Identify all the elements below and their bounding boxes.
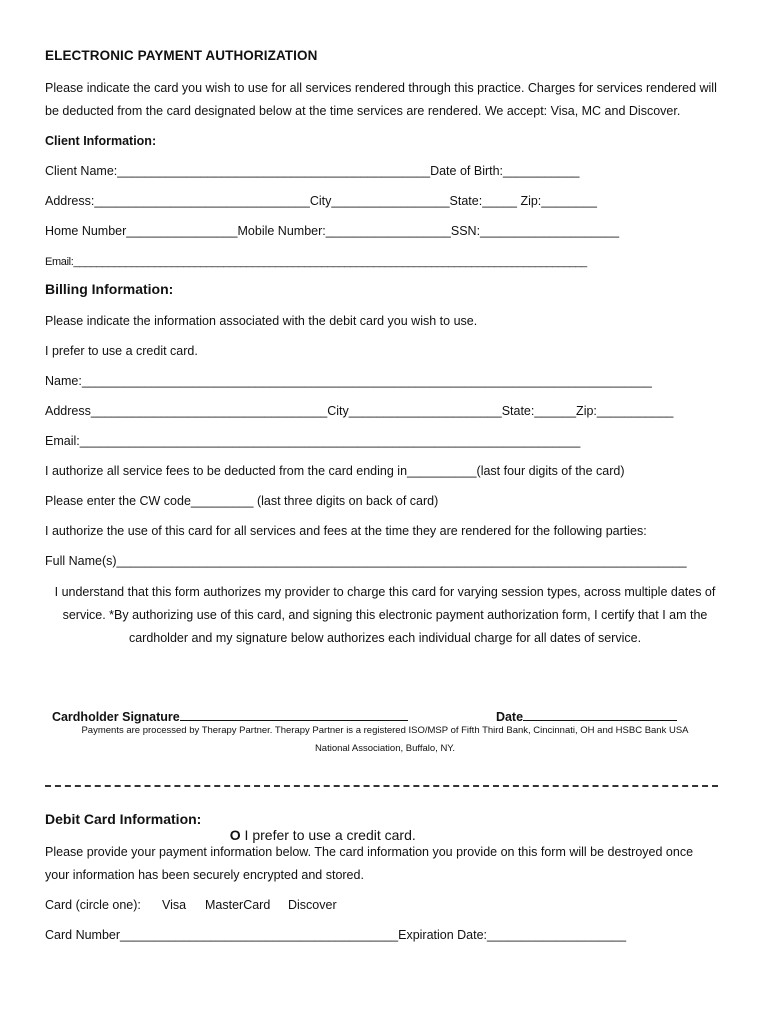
signature-date-row (489, 692, 677, 725)
option-circle-marker: O (229, 827, 241, 843)
client-phone-field[interactable]: Home Number________________Mobile Number:__________________SSN:____________________ (45, 224, 620, 238)
processor-note-line-2: National Association, Buffalo, NY. (314, 743, 456, 754)
client-address-field[interactable]: Address:_______________________________City_________________State:_____ Zip:________ (45, 194, 597, 208)
cvv-field[interactable]: Please enter the CW code_________ (last three digits on back of card) (45, 494, 439, 508)
billing-instruction: Please indicate the information associated with the debit card you wish to use. (45, 314, 478, 328)
card-type-label: Card (circle one): (45, 898, 141, 912)
cardholder-signature-row (45, 692, 408, 725)
form-title: ELECTRONIC PAYMENT AUTHORIZATION (45, 48, 318, 63)
client-info-heading: Client Information: (45, 134, 157, 148)
understand-line-1: I understand that this form authorizes my provider to charge this card for varying session types, across multiple dates of (54, 585, 716, 599)
cardholder-signature-line[interactable] (180, 708, 408, 721)
debit-card-heading: Debit Card Information: (45, 811, 202, 827)
debit-prefer-credit-text: I prefer to use a credit card. (240, 827, 416, 843)
client-name-field[interactable]: Client Name:_____________________________________________Date of Birth:___________ (45, 164, 580, 178)
billing-email-field[interactable]: Email:________________________________________________________________________ (45, 434, 581, 448)
authorize-parties-text: I authorize the use of this card for all services and fees at the time they are rendered for the following parties: (45, 524, 647, 538)
cardholder-signature-label: Cardholder Signature (51, 710, 180, 724)
card-type-discover[interactable]: Discover (288, 898, 337, 912)
full-names-field[interactable]: Full Name(s)__________________________________________________________________________________ (45, 554, 687, 568)
debit-prefer-credit-option[interactable] (222, 811, 416, 843)
billing-name-field[interactable]: Name:__________________________________________________________________________________ (45, 374, 652, 388)
intro-line-2: be deducted from the card designated below at the time services are rendered. We accept: Visa, MC and Discover. (45, 104, 681, 118)
card-type-visa[interactable]: Visa (162, 898, 187, 912)
debit-instruction-line-2: your information has been securely encrypted and stored. (45, 868, 364, 882)
cut-divider (45, 785, 718, 787)
intro-line-1: Please indicate the card you wish to use for all services rendered through this practice. Charges for services rendered will (45, 81, 717, 95)
signature-date-label: Date (495, 710, 524, 724)
processor-note-line-1: Payments are processed by Therapy Partner. Therapy Partner is a registered ISO/MSP of Fifth Third Bank, Cincinnati, OH and HSBC Bank USA (81, 725, 689, 736)
authorize-fees-field[interactable]: I authorize all service fees to be deducted from the card ending in__________(last four digits of the card) (45, 464, 625, 478)
debit-instruction-line-1: Please provide your payment information below. The card information you provide on this form will be destroyed once (45, 845, 694, 859)
card-type-mastercard[interactable]: MasterCard (205, 898, 271, 912)
signature-date-line[interactable] (523, 708, 677, 721)
billing-address-field[interactable]: Address__________________________________City______________________State:______Zip:___________ (45, 404, 674, 418)
understand-line-2: service. *By authorizing use of this card, and signing this electronic payment authorization form, I certify that I am the (62, 608, 708, 622)
billing-prefer-credit-option[interactable]: I prefer to use a credit card. (45, 344, 198, 358)
understand-line-3: cardholder and my signature below authorizes each individual charge for all dates of service. (128, 631, 642, 645)
card-number-field[interactable]: Card Number________________________________________Expiration Date:____________________ (45, 928, 627, 942)
client-email-field[interactable]: Email:_________________________________________________________________________________________ (45, 256, 587, 268)
billing-info-heading: Billing Information: (45, 281, 174, 297)
